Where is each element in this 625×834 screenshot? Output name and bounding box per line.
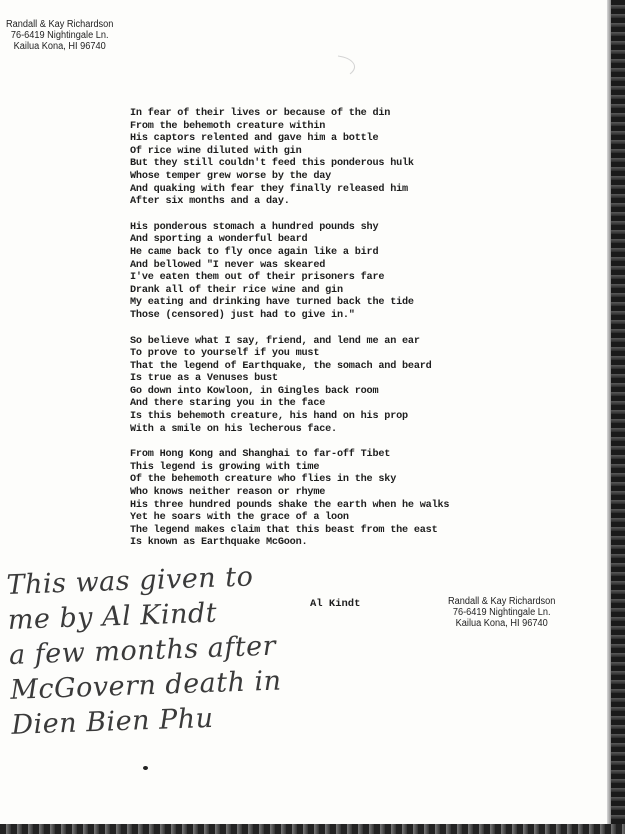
- poem-line: My eating and drinking have turned back the tide: [130, 297, 414, 309]
- faint-pen-mark: [334, 52, 364, 76]
- poem-line: His captors relented and gave him a bottle: [130, 133, 379, 145]
- poem-stanza: [130, 449, 449, 550]
- poem-line: Is true as a Venuses bust: [130, 373, 278, 385]
- poem-line: From the behemoth creature within: [130, 120, 326, 132]
- address-name: Randall & Kay Richardson: [6, 19, 114, 30]
- poem-line: Is known as Earthquake McGoon.: [130, 537, 308, 549]
- poem-body: [130, 108, 449, 563]
- poem-line: He came back to fly once again like a bird: [130, 246, 379, 258]
- handwritten-note: [6, 558, 312, 743]
- poem-stanza: [130, 222, 449, 323]
- handwritten-line: me by Al Kindt: [7, 597, 218, 636]
- handwritten-line: a few months after: [8, 630, 277, 671]
- address-name: Randall & Kay Richardson: [448, 596, 556, 607]
- poem-line: But they still couldn't feed this ponderous hulk: [130, 158, 414, 170]
- poem-line: Is this behemoth creature, his hand on his prop: [130, 411, 408, 423]
- address-street: 76-6419 Nightingale Ln.: [452, 607, 551, 618]
- address-street: 76-6419 Nightingale Ln.: [10, 30, 109, 41]
- poem-line: And quaking with fear they finally released him: [130, 183, 408, 195]
- handwritten-line: Dien Bien Phu: [10, 702, 215, 741]
- address-city: Kailua Kona, HI 96740: [455, 618, 548, 629]
- poem-line: Yet he soars with the grace of a loon: [130, 512, 349, 524]
- poem-line: Who knows neither reason or rhyme: [130, 487, 326, 499]
- poem-line: I've eaten them out of their prisoners fare: [130, 272, 385, 284]
- poem-line: His ponderous stomach a hundred pounds shy: [130, 221, 379, 233]
- poem-line: And sporting a wonderful beard: [130, 234, 308, 246]
- poem-line: So believe what I say, friend, and lend me an ear: [130, 335, 420, 347]
- header-address: [6, 19, 113, 52]
- poem-line: This legend is growing with time: [130, 461, 320, 473]
- footer-address: [448, 596, 555, 629]
- poem-line: Drank all of their rice wine and gin: [130, 284, 343, 296]
- scan-border-bottom: [0, 824, 625, 834]
- poem-line: After six months and a day.: [130, 196, 290, 208]
- poem-line: With a smile on his lecherous face.: [130, 423, 337, 435]
- poem-line: And there staring you in the face: [130, 398, 326, 410]
- poem-line: In fear of their lives or because of the din: [130, 108, 391, 119]
- poem-line: From Hong Kong and Shanghai to far-off Tibet: [130, 449, 391, 461]
- handwritten-line: McGovern death in: [9, 665, 283, 706]
- poem-line: His three hundred pounds shake the earth when he walks: [130, 499, 450, 511]
- poem-line: The legend makes claim that this beast from the east: [130, 524, 438, 536]
- poem-line: And bellowed "I never was skeared: [130, 259, 326, 271]
- scan-border-right: [611, 0, 625, 834]
- address-city: Kailua Kona, HI 96740: [13, 41, 106, 52]
- poem-line: That the legend of Earthquake, the somach and beard: [130, 360, 432, 372]
- poem-line: Of rice wine diluted with gin: [130, 145, 302, 157]
- poem-line: Whose temper grew worse by the day: [130, 170, 332, 182]
- poem-stanza: [130, 336, 449, 437]
- poem-stanza: [130, 108, 449, 209]
- ink-speck: [143, 766, 148, 770]
- poem-line: Go down into Kowloon, in Gingles back room: [130, 385, 379, 397]
- poem-author-signature: Al Kindt: [310, 598, 361, 610]
- poem-line: Of the behemoth creature who flies in the sky: [130, 474, 397, 486]
- poem-line: Those (censored) just had to give in.": [130, 309, 355, 321]
- poem-line: To prove to yourself if you must: [130, 348, 320, 360]
- handwritten-line: This was given to: [6, 561, 254, 601]
